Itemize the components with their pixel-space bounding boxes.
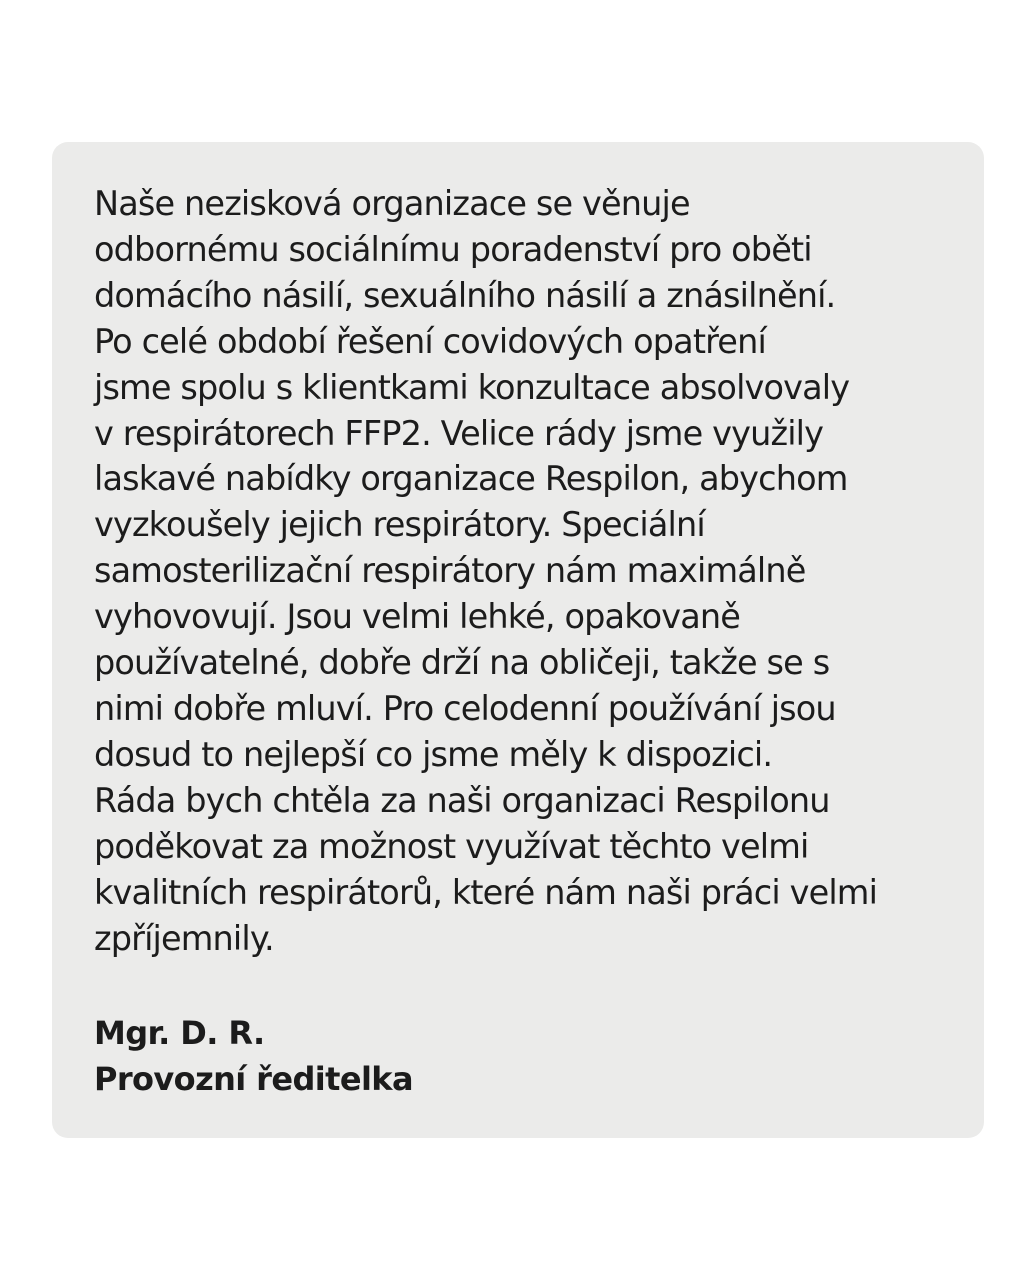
testimonial-text [94,181,974,961]
testimonial-line: v respirátorech FFP2. Velice rády jsme využily [94,413,824,453]
testimonial-line: dosud to nejlepší co jsme měly k dispozici. [94,734,773,774]
testimonial-line: zpříjemnily. [94,918,274,958]
testimonial-line: Ráda bych chtěla za naši organizaci Respilonu [94,780,830,820]
testimonial-line: domácího násilí, sexuálního násilí a znásilnění. [94,275,836,315]
signature-block [94,1010,413,1102]
testimonial-line: nimi dobře mluví. Pro celodenní používání jsou [94,688,836,728]
testimonial-line: laskavé nabídky organizace Respilon, abychom [94,459,848,499]
testimonial-line: používatelné, dobře drží na obličeji, takže se s [94,643,830,683]
testimonial-line: poděkovat za možnost využívat těchto velmi [94,826,809,866]
testimonial-line: Po celé období řešení covidových opatření [94,321,766,361]
testimonial-line: vyzkoušely jejich respirátory. Speciální [94,505,705,545]
testimonial-line: kvalitních respirátorů, které nám naši práci velmi [94,872,878,912]
testimonial-line: jsme spolu s klientkami konzultace absolvovaly [94,367,850,407]
testimonial-line: Naše nezisková organizace se věnuje [94,184,690,223]
testimonial-line: samosterilizační respirátory nám maximálně [94,551,806,591]
signature-name: Mgr. D. R. [94,1014,265,1052]
testimonial-line: vyhovovují. Jsou velmi lehké, opakovaně [94,597,741,637]
testimonial-line: odbornému sociálnímu poradenství pro oběti [94,229,812,269]
signature-role: Provozní ředitelka [94,1060,413,1098]
